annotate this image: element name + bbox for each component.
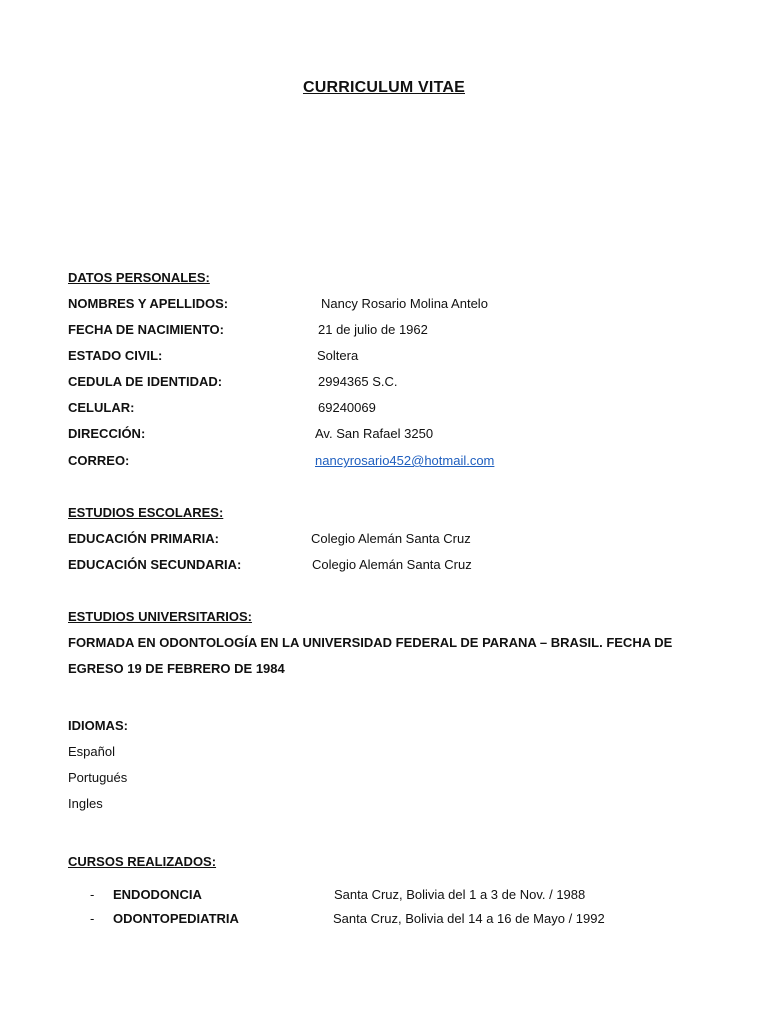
field-value-address: Av. San Rafael 3250 xyxy=(315,426,434,441)
course-detail: Santa Cruz, Bolivia del 1 a 3 de Nov. / 1988 xyxy=(334,887,586,902)
list-bullet: - xyxy=(90,911,95,926)
section-heading-university: ESTUDIOS UNIVERSITARIOS: xyxy=(68,609,252,624)
document-title: CURRICULUM VITAE xyxy=(302,79,465,96)
section-heading-languages: IDIOMAS: xyxy=(68,718,128,733)
course-name: ODONTOPEDIATRIA xyxy=(113,911,239,926)
field-label-secondary: EDUCACIÓN SECUNDARIA: xyxy=(68,557,242,572)
field-value-civil-status: Soltera xyxy=(317,348,359,363)
course-detail: Santa Cruz, Bolivia del 14 a 16 de Mayo / 1992 xyxy=(333,911,605,926)
language-item: Español xyxy=(68,744,115,759)
section-heading-school: ESTUDIOS ESCOLARES: xyxy=(68,505,224,520)
field-label-id: CEDULA DE IDENTIDAD: xyxy=(68,374,223,389)
field-value-primary: Colegio Alemán Santa Cruz xyxy=(311,531,471,546)
list-bullet: - xyxy=(90,887,95,902)
field-value-name: Nancy Rosario Molina Antelo xyxy=(321,296,488,311)
field-label-address: DIRECCIÓN: xyxy=(68,426,146,441)
course-name: ENDODONCIA xyxy=(113,887,202,902)
language-item: Ingles xyxy=(68,796,103,811)
field-label-primary: EDUCACIÓN PRIMARIA: xyxy=(68,531,219,546)
field-value-birthdate: 21 de julio de 1962 xyxy=(318,322,428,337)
language-item: Portugués xyxy=(68,770,128,785)
field-value-phone: 69240069 xyxy=(318,400,376,415)
section-heading-courses: CURSOS REALIZADOS: xyxy=(68,854,217,869)
field-value-secondary: Colegio Alemán Santa Cruz xyxy=(312,557,472,572)
field-label-name: NOMBRES Y APELLIDOS: xyxy=(68,296,229,311)
field-label-civil-status: ESTADO CIVIL: xyxy=(68,348,163,363)
section-heading-personal: DATOS PERSONALES: xyxy=(68,270,210,285)
email-link[interactable]: nancyrosario452@hotmail.com xyxy=(315,453,495,468)
field-label-email: CORREO: xyxy=(68,453,130,468)
field-label-birthdate: FECHA DE NACIMIENTO: xyxy=(68,322,224,337)
university-description: FORMADA EN ODONTOLOGÍA EN LA UNIVERSIDAD FEDERAL DE PARANA – BRASIL. FECHA DE EGRESO 19 DE FEBRERO DE 1984 xyxy=(68,635,673,676)
field-label-phone: CELULAR: xyxy=(68,400,135,415)
field-value-id: 2994365 S.C. xyxy=(318,374,398,389)
